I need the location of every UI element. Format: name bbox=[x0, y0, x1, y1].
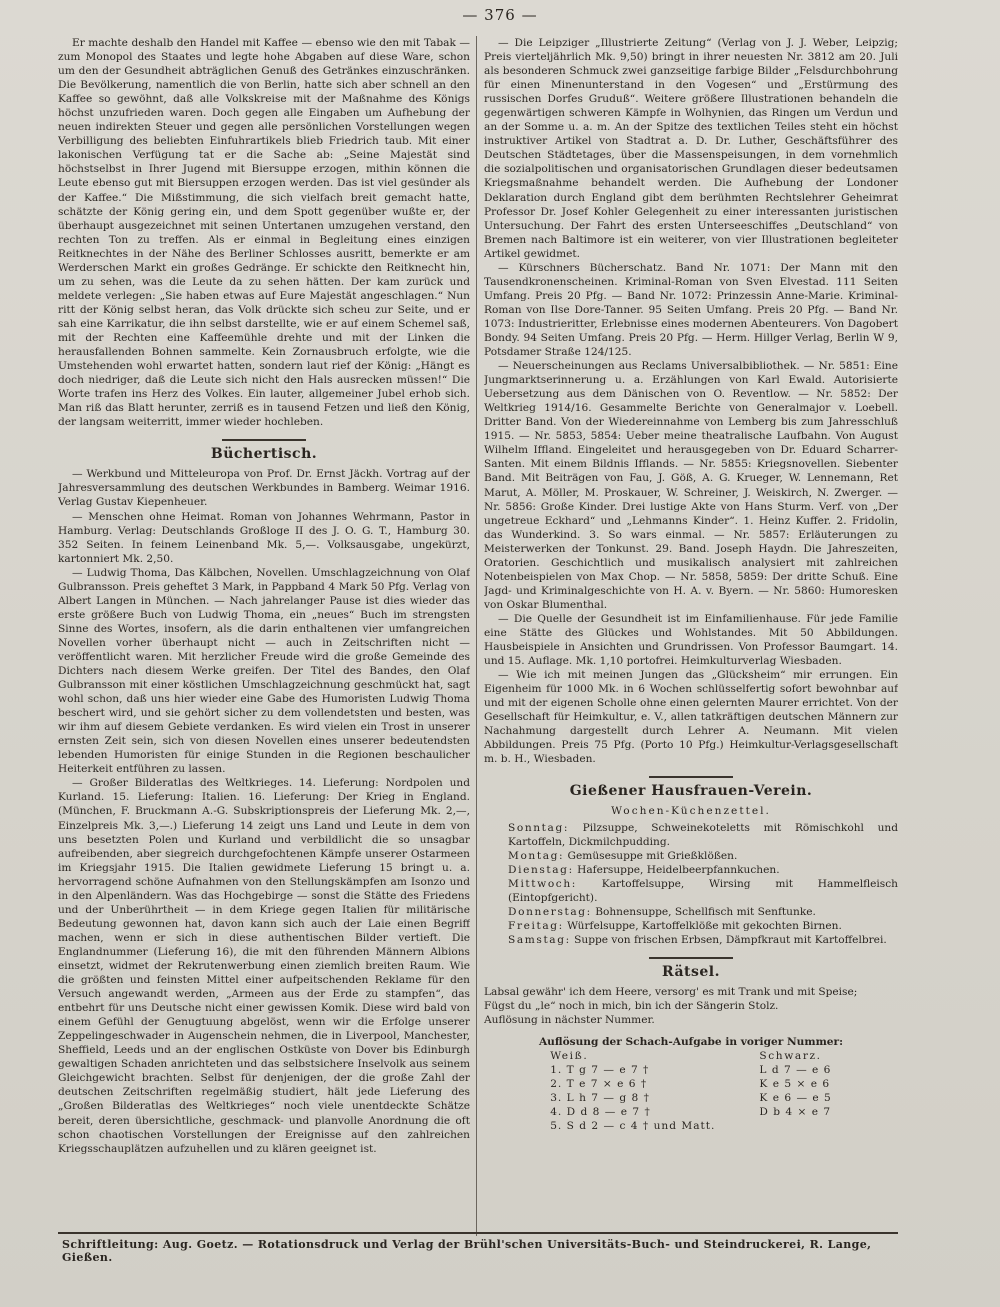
menu-item bbox=[484, 905, 898, 919]
menu-item bbox=[484, 933, 898, 947]
books-heading: Büchertisch. bbox=[210, 446, 318, 463]
menu-list bbox=[484, 821, 898, 947]
column-divider bbox=[476, 36, 477, 1236]
article-frederick-coffee: Er machte deshalb den Handel mit Kaffee — ebenso wie den mit Tabak — zum Monopol des Staates und legte hohe Abgaben auf diese Ware, schon um den der Gesundheit abträglichen Genuß des Getränkes einzuschränken. Die Bevölkerung, namentlich die von Berlin, hatte sich aber schnell an den Kaffee so gewöhnt, daß alle Volkskreise mit der Maßnahme des Königs höchst unzufrieden waren. Doch gegen alle Eingaben um Aufhebung der neuen indirekten Steuer und gegen alle persönlichen Vorstellungen wegen Verbilligung des beliebten Einfuhrartikels blieb Friedrich taub. Mit einer lakonischen Verfügung tat er die Sache ab: „Seine Majestät sind höchstselbst in Ihrer Jugend mit Biersuppe erzogen, mithin können die Leute ebenso gut mit Biersuppen erzogen werden. Das ist viel gesünder als der Kaffee.“ Die Mißstimmung, die sich vielfach breit gemacht hatte, schätzte der König gering ein, und dem Spott gegenüber wußte er, der überhaupt ausgezeichnet mit seinen Untertanen umzugehen verstand, den rechten Ton zu treffen. Als er einmal in Begleitung eines einzigen Reitknechtes in der Nähe des Berliner Schlosses ausritt, bemerkte er am Werderschen Markt ein großes Gedränge. Er schickte den Reitknecht hin, um zu sehen, was die Leute da zu sehen hätten. Der kam zurück und meldete verlegen: „Sie haben etwas auf Eure Majestät angeschlagen.“ Nun ritt der König selbst heran, das Volk drückte sich scheu zur Seite, und er sah eine Karrikatur, die ihn selbst darstellte, wie er auf einem Schemel saß, mit der Rechten eine Kaffeemühle drehte und mit der Linken die herausfallenden Bohnen sammelte. Kein Zornausbruch erfolgte, wie die Umstehenden wohl erwartet hatten, sondern laut rief der König: „Hängt es doch niedriger, daß die Leute sich nicht den Hals ausrecken müssen!“ Die Worte trafen ins Herz des Volkes. Ein lauter, allgemeiner Jubel erhob sich. Man riß das Blatt herunter, zerriß es in tausend Fetzen und ließ den König, der langsam weiterritt, immer wieder hochleben. bbox=[58, 37, 470, 429]
chess-white-move: 1. T g 7 — e 7 † bbox=[550, 1064, 650, 1077]
chess-white-move: 3. L h 7 — g 8 † bbox=[550, 1092, 650, 1105]
right-column bbox=[484, 36, 898, 1234]
book-review-gluecksheim: — Wie ich mit meinen Jungen das „Glücksheim“ mir errungen. Ein Eigenheim für 1000 Mk. in 6 Wochen schlüsselfertig sofort bewohnbar auf und mit der eigenen Scholle ohne einen gelernten Maurer errichtet. Von der Gesellschaft für Heimkultur, e. V., allen tatkräftigen deutschen Männern zur Nachahmung dargestellt durch Lehrer A. Neumann. Mit vielen Abbildungen. Preis 75 Pfg. (Porto 10 Pfg.) Heimkultur-Verlagsgesellschaft m. b. H., Wiesbaden. bbox=[484, 669, 898, 766]
chess-white-move: 4. D d 8 — e 7 † bbox=[550, 1106, 651, 1119]
book-review-illustrierte-zeitung: — Die Leipziger „Illustrierte Zeitung“ (Verlag von J. J. Weber, Leipzig; Preis vierteljährlich Mk. 9,50) bringt in ihrer neuesten Nr. 3812 am 20. Juli als besonderen Schmuck zwei ganzseitige farbige Bilder „Felsdurchbohrung für einen Minenunterstand in den Vogesen“ und „Erstürmung des russischen Dorfes Gruduß“. Weitere größere Illustrationen behandeln die gegenwärtigen schweren Kämpfe in Wolhynien, das Ringen um Verdun und an der Somme u. a. m. An der Spitze des textlichen Teiles steht ein höchst instruktiver Artikel von Stadtrat a. D. Dr. Luther, Geschäftsführer des Deutschen Städtetages, über die Massenspeisungen, in dem vornehmlich die sozialpolitischen und organisatorischen Grundlagen dieser bedeutsamen Kriegsmaßnahme behandelt werden. Die Aufhebung der Londoner Deklaration durch England gibt dem berühmten Rechtslehrer Geheimrat Professor Dr. Josef Kohler Gelegenheit zu einer interessanten juristischen Untersuchung. Der Fahrt des ersten Unterseeschiffes „Deutschland“ von Bremen nach Baltimore ist ein weiterer, von vier Illustrationen begleiteter Artikel gewidmet. bbox=[484, 37, 898, 260]
menu-item bbox=[484, 863, 898, 877]
book-review-kuerschner: — Kürschners Bücherschatz. Band Nr. 1071: Der Mann mit den Tausendkronenscheinen. Kriminal-Roman von Sven Elvestad. 111 Seiten Umfang. Preis 20 Pfg. — Band Nr. 1072: Prinzessin Anne-Marie. Kriminal-Roman von Ilse Dore-Tanner. 95 Seiten Umfang. Preis 20 Pfg. — Band Nr. 1073: Industrieritter, Erlebnisse eines modernen Abenteurers. Von Dagobert Bondy. 94 Seiten Umfang. Preis 20 Pfg. — Herm. Hillger Verlag, Berlin W 9, Potsdamer Straße 124/125. bbox=[484, 261, 898, 359]
chess-black-move: K e 6 — e 5 bbox=[759, 1092, 832, 1105]
section-divider bbox=[222, 439, 306, 441]
chess-white-move: 5. S d 2 — c 4 † und Matt. bbox=[550, 1120, 716, 1133]
riddle-line: Labsal gewähr' ich dem Heere, versorg' es mit Trank und mit Speise; bbox=[484, 986, 858, 998]
menu-item bbox=[484, 877, 898, 905]
riddle bbox=[484, 965, 898, 1027]
book-review-werkbund: — Werkbund und Mitteleuropa von Prof. Dr. Ernst Jäckh. Vortrag auf der Jahresversammlung des deutschen Werkbundes in Bamberg. Weimar 1916. Verlag Gustav Kiepenheuer. bbox=[58, 468, 470, 509]
menu-dish: Würfelsuppe, Kartoffelklöße mit gekochten Birnen. bbox=[567, 919, 842, 932]
chess-move-row bbox=[528, 1091, 854, 1105]
menu-day: Samstag: bbox=[508, 933, 571, 946]
menu-dish: Gemüsesuppe mit Grießklößen. bbox=[567, 849, 738, 862]
left-column bbox=[58, 36, 470, 1234]
book-review-reclam: — Neuerscheinungen aus Reclams Universalbibliothek. — Nr. 5851: Eine Jungmarktserinnerung u. a. Erzählungen von Karl Ewald. Autorisierte Uebersetzung aus dem Dänischen von O. Reventlow. — Nr. 5852: Der Weltkrieg 1914/16. Gesammelte Berichte von Generalmajor v. Loebell. Dritter Band. Von der Wiedereinnahme von Lemberg bis zum Jahresschluß 1915. — Nr. 5853, 5854: Ueber meine theatralische Laufbahn. Von August Wilhelm Iffland. Eingeleitet und herausgegeben von Dr. Eduard Scharrer-Santen. Mit einem Bildnis Ifflands. — Nr. 5855: Kriegsnovellen. Siebenter Band. Mit Beiträgen von Fau, J. Göß, A. G. Krueger, W. Lennemann, Ret Marut, A. Möller, M. Proskauer, W. Schreiner, J. Weiskirch, N. Zwerger. — Nr. 5856: Große Kinder. Drei lustige Akte von Hans Sturm. Verf. von „Der ungetreue Eckhard“ und „Lehmanns Kinder“. 1. Heinz Kuffer. 2. Fridolin, das Wunderkind. 3. So wars einmal. — Nr. 5857: Erläuterungen zu Meisterwerken der Tonkunst. 29. Band. Joseph Haydn. Die Jahreszeiten, Oratorien. Geschichtlich und musikalisch analysiert mit zahlreichen Notenbeispielen von Max Chop. — Nr. 5858, 5859: Der dritte Schuß. Eine Jagd- und Kriminalgeschichte von H. A. v. Byern. — Nr. 5860: Humoresken von Oskar Blumenthal. bbox=[484, 360, 898, 611]
menu-dish: Hafersuppe, Heidelbeerpfannkuchen. bbox=[577, 863, 780, 876]
footer-divider bbox=[58, 1232, 898, 1234]
chess-move-row bbox=[528, 1105, 854, 1119]
chess-black-label: Schwarz. bbox=[759, 1050, 822, 1063]
menu-heading: Gießener Hausfrauen-Verein. bbox=[569, 783, 813, 800]
menu-item bbox=[484, 919, 898, 933]
book-review-bilderatlas: — Großer Bilderatlas des Weltkrieges. 14. Lieferung: Nordpolen und Kurland. 15. Lieferung: Italien. 16. Lieferung: Der Krieg in England. (München, F. Bruckmann A.-G. Subskriptionspreis der Lieferung Mk. 2,—, Einzelpreis Mk. 3,—.) Lieferung 14 zeigt uns Land und Leute in dem von uns besetzten Polen und Kurland und verbildlicht die so unsagbar aufreibenden, aber siegreich durchgefochtenen Kämpfe unserer Ostarmeen im Kriegsjahr 1915. Die Italien gewidmete Lieferung 15 bringt u. a. hervorragend schöne Aufnahmen von den Stellungskämpfen am Isonzo und in den Alpenländern. Was das Hochgebirge — sonst die Stätte des Friedens und der Unberührtheit — in dem Kriege gegen Italien für militärische Bedeutung gewonnen hat, davon kann sich auch der Laie einen Begriff machen, wenn er sich in diese authentischen Bilder vertieft. Die Englandnummer (Lieferung 16), die mit den führenden Männern Albions einsetzt, widmet der Rekrutenwerbung einen ziemlich breiten Raum. Wie die größten und feinsten Mittel einer aufpeitschenden Reklame für den Versuch angewandt werden, „Armeen aus der Erde zu stampfen“, das entbehrt für uns Deutsche nicht einer gewissen Komik. Diese wird bald von einem Gefühl der Genugtuung abgelöst, wenn wir die Erfolge unserer Zeppelingeschwader in Augenschein nehmen, die in Liverpool, Manchester, Sheffield, Leeds und an der englischen Ostküste von Dover bis Edinburgh gewaltigen Schaden anrichteten und das selbstsichere Inselvolk aus seinem Gleichgewicht brachten. Selbst für denjenigen, der die große Zahl der deutschen Zeitschriften regelmäßig studiert, hält jede Lieferung des „Großen Bilderatlas des Weltkrieges“ noch viele unentdeckte Schätze bereit, deren übersichtliche, geschmack- und planvolle Anordnung die oft schon chaotischen Vorstellungen der Ereignisse auf den zahlreichen Kriegsschauplätzen aufzuhellen und zu klären geeignet ist. bbox=[58, 777, 470, 1155]
chess-white-label: Weiß. bbox=[550, 1050, 589, 1063]
menu-dish: Suppe von frischen Erbsen, Dämpfkraut mit Kartoffelbrei. bbox=[574, 933, 887, 946]
chess-black-move bbox=[737, 1119, 853, 1133]
chess-solution-table bbox=[528, 1049, 854, 1133]
section-divider bbox=[649, 957, 733, 959]
chess-move-row bbox=[528, 1063, 854, 1077]
riddle-note: Auflösung in nächster Nummer. bbox=[484, 1014, 655, 1027]
chess-white-move: 2. T e 7 × e 6 † bbox=[550, 1078, 648, 1091]
menu-day: Mittwoch: bbox=[508, 877, 577, 890]
riddle-line: Fügst du „le“ noch in mich, bin ich der Sängerin Stolz. bbox=[484, 1000, 779, 1013]
menu-subheading: Wochen-Küchenzettel. bbox=[611, 805, 771, 818]
chess-black-move: K e 5 × e 6 bbox=[759, 1078, 831, 1091]
chess-move-row bbox=[528, 1077, 854, 1091]
menu-dish: Pilzsuppe, Schweinekoteletts mit Römischkohl und Kartoffeln, Dickmilchpudding. bbox=[508, 821, 898, 848]
chess-heading: Auflösung der Schach-Aufgabe in voriger Nummer: bbox=[538, 1036, 844, 1049]
page-number: — 376 — bbox=[462, 6, 538, 24]
menu-dish: Kartoffelsuppe, Wirsing mit Hammelfleisch (Eintopfgericht). bbox=[508, 877, 898, 904]
menu-day: Dienstag: bbox=[508, 863, 574, 876]
menu-day: Freitag: bbox=[508, 919, 564, 932]
menu-day: Sonntag: bbox=[508, 821, 570, 834]
section-divider bbox=[649, 776, 733, 778]
book-review-menschen-ohne-heimat: — Menschen ohne Heimat. Roman von Johannes Wehrmann, Pastor in Hamburg. Verlag: Deutschlands Großloge II des J. O. G. T., Hamburg 30. 352 Seiten. In feinem Leinenband Mk. 5,—. Volksausgabe, ungekürzt, kartonniert Mk. 2,50. bbox=[58, 510, 470, 565]
chess-move-row bbox=[528, 1119, 854, 1133]
menu-day: Montag: bbox=[508, 849, 565, 862]
chess-black-move: L d 7 — e 6 bbox=[759, 1064, 832, 1077]
book-review-einfamilienhaus: — Die Quelle der Gesundheit ist im Einfamilienhause. Für jede Familie eine Stätte des Glückes und Wohlstandes. Mit 50 Abbildungen. Hausbeispiele in Ansichten und Grundrissen. Von Professor Baumgart. 14. und 15. Auflage. Mk. 1,10 portofrei. Heimkulturverlag Wiesbaden. bbox=[484, 612, 898, 668]
book-review-thoma: — Ludwig Thoma, Das Kälbchen, Novellen. Umschlagzeichnung von Olaf Gulbransson. Preis geheftet 3 Mark, in Pappband 4 Mark 50 Pfg. Verlag von Albert Langen in München. — Nach jahrelanger Pause ist dies wieder das erste größere Buch von Ludwig Thoma, ein „neues“ Buch im strengsten Sinne des Wortes, insofern, als die darin enthaltenen vier umfangreichen Novellen vorher überhaupt nicht — auch in Zeitschriften nicht — veröffentlicht waren. Mit herzlicher Freude wird die große Gemeinde des Dichters nach diesem Werke greifen. Der Titel des Bandes, den Olaf Gulbransson mit einer köstlichen Umschlagzeichnung geschmückt hat, sagt wohl schon, daß uns hier wieder eine Gabe des Humoristen Ludwig Thoma beschert wird, und sie gehört sicher zu dem vollendetsten und besten, was wir ihm auf diesem Gebiete verdanken. Es wird vielen ein Trost in unserer ernsten Zeit sein, sich von diesen Novellen eines unserer bedeutendsten lebenden Humoristen für einige Stunden in die Regionen beschaulicher Heiterkeit entführen zu lassen. bbox=[58, 566, 470, 776]
menu-item bbox=[484, 849, 898, 863]
imprint-footer: Schriftleitung: Aug. Goetz. — Rotationsdruck und Verlag der Brühl'schen Universitäts-Buch- und Steindruckerei, R. Lange, Gießen. bbox=[62, 1238, 872, 1264]
menu-item bbox=[484, 821, 898, 849]
riddle-heading: Rätsel. bbox=[662, 963, 720, 980]
menu-dish: Bohnensuppe, Schellfisch mit Senftunke. bbox=[595, 905, 816, 918]
chess-black-move: D b 4 × e 7 bbox=[759, 1106, 832, 1119]
chess-header-row bbox=[528, 1049, 854, 1063]
menu-day: Donnerstag: bbox=[508, 905, 592, 918]
